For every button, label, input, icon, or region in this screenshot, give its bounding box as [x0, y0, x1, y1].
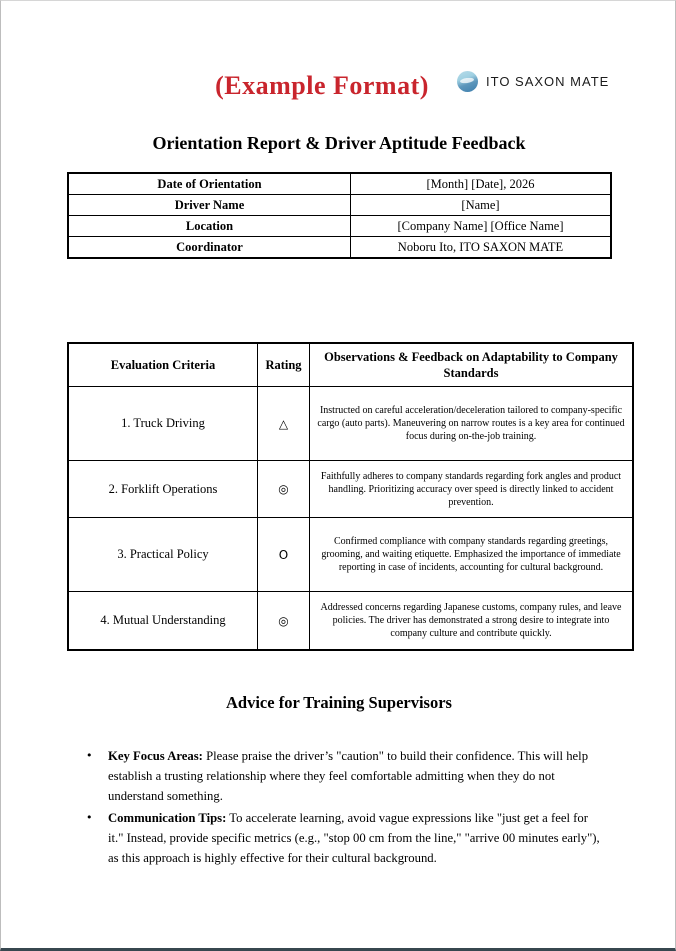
table-row [68, 195, 611, 216]
eval-rating-cell: ◎ [258, 461, 310, 518]
example-format-watermark: (Example Format) [215, 71, 429, 100]
list-item [86, 746, 601, 806]
orientation-info-table [67, 172, 612, 259]
eval-rating-cell: ◎ [258, 592, 310, 651]
eval-observation-cell: Addressed concerns regarding Japanese customs, company rules, and leave policies. The driver has demonstrated a strong desire to integrate into company culture and contribute quickly. [310, 592, 634, 651]
info-label-cell: Coordinator [68, 237, 351, 259]
table-row [68, 237, 611, 259]
eval-observation-cell: Faithfully adheres to company standards regarding fork angles and product handling. Prioritizing accuracy over speed is directly linked to accident prevention. [310, 461, 634, 518]
company-logo-icon [457, 71, 478, 92]
header-observations: Observations & Feedback on Adaptability to Company Standards [310, 343, 634, 387]
info-label-cell: Location [68, 216, 351, 237]
table-row [68, 216, 611, 237]
evaluation-table [67, 342, 634, 651]
bullet-label: Key Focus Areas: [108, 749, 203, 763]
info-value-cell: Noboru Ito, ITO SAXON MATE [351, 237, 612, 259]
company-logo-text: ITO SAXON MATE [486, 74, 610, 89]
eval-observation-cell: Confirmed compliance with company standards regarding greetings, grooming, and waiting etiquette. Emphasized the importance of immediate reporting in case of incidents, accounting for cultural background. [310, 518, 634, 592]
eval-criteria-cell: 2. Forklift Operations [68, 461, 258, 518]
info-label-cell: Driver Name [68, 195, 351, 216]
eval-criteria-cell: 4. Mutual Understanding [68, 592, 258, 651]
table-row [68, 592, 633, 651]
info-label-cell: Date of Orientation [68, 173, 351, 195]
eval-observation-cell: Instructed on careful acceleration/deceleration tailored to company-specific cargo (auto parts). Maneuvering on narrow routes is a key area for continued focus during on-the-job training. [310, 387, 634, 461]
table-row [68, 173, 611, 195]
header-rating: Rating [258, 343, 310, 387]
list-item [86, 808, 601, 868]
bullet-icon: • [86, 749, 93, 762]
advice-section-heading: Advice for Training Supervisors [226, 693, 452, 712]
eval-criteria-cell: 1. Truck Driving [68, 387, 258, 461]
bullet-text: To accelerate learning, avoid vague expressions like "just get a feel for it." Instead, provide specific metrics (e.g., "stop 00 cm from the line," "arrive 00 minutes early"), as this approach is highly effective for their cultural background. [108, 811, 600, 865]
table-row [68, 387, 633, 461]
info-value-cell: [Name] [351, 195, 612, 216]
bullet-text: Please praise the driver’s "caution" to build their confidence. This will help establish a trusting relationship where they feel comfortable admitting when they do not understand something. [108, 749, 589, 803]
eval-criteria-cell: 3. Practical Policy [68, 518, 258, 592]
company-logo [457, 71, 609, 92]
header-evaluation-criteria: Evaluation Criteria [68, 343, 258, 387]
table-row [68, 461, 633, 518]
bullet-icon: • [86, 811, 93, 824]
eval-rating-cell: △ [258, 387, 310, 461]
table-header-row [68, 343, 633, 387]
eval-rating-cell: O [258, 518, 310, 592]
info-value-cell: [Company Name] [Office Name] [351, 216, 612, 237]
bullet-label: Communication Tips: [108, 811, 227, 825]
table-row [68, 518, 633, 592]
info-value-cell: [Month] [Date], 2026 [351, 173, 612, 195]
advice-bullet-list [86, 746, 601, 868]
page-title: Orientation Report & Driver Aptitude Feedback [152, 133, 526, 153]
